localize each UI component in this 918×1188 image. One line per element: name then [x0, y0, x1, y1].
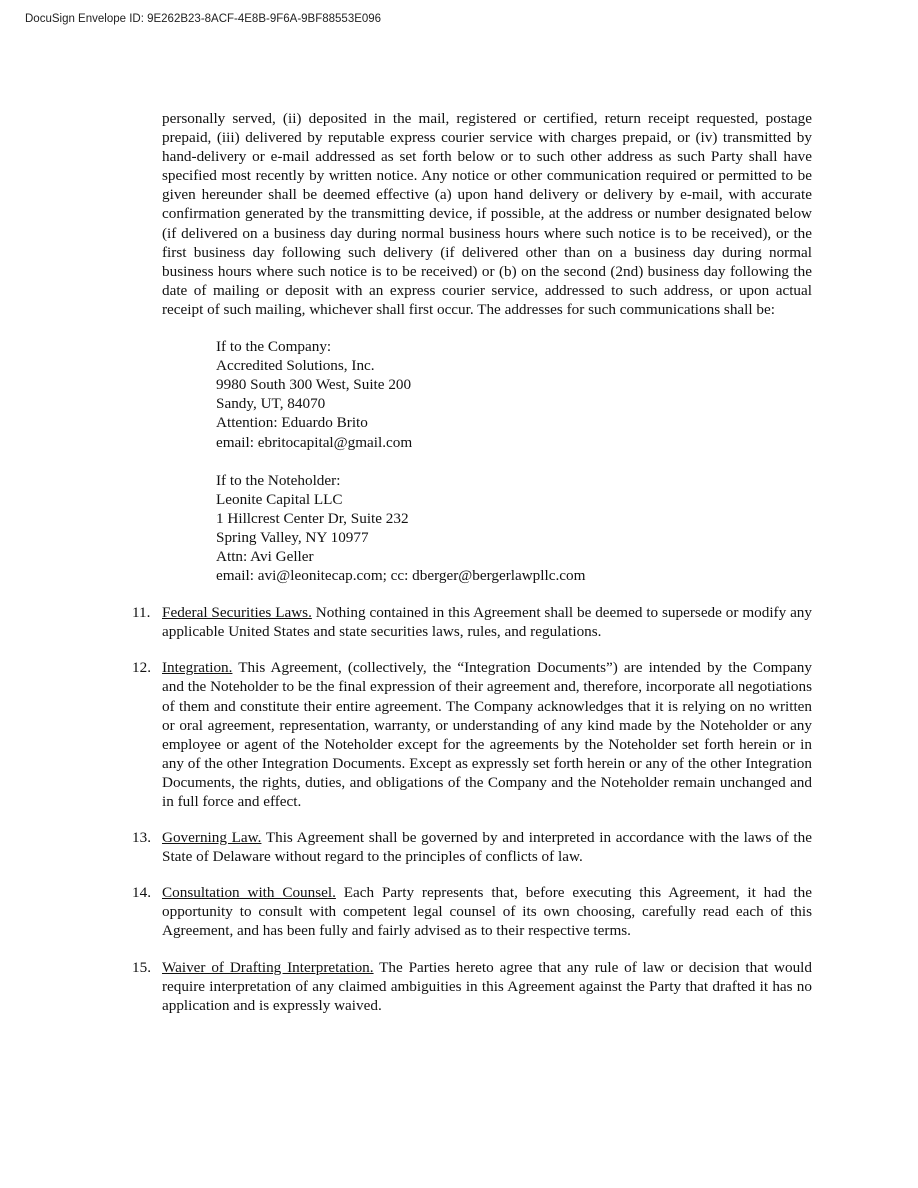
- notice-paragraph: personally served, (ii) deposited in the mail, registered or certified, return receipt requested, postage prepaid, (iii) delivered by reputable express courier service with charges prepaid, or (iv) transmitted by hand-delivery or e-mail addressed as set forth below or to such other address as such Party shall have specified most recently by written notice. Any notice or other communication required or permitted to be given hereunder shall be deemed effective (a) upon hand delivery or delivery by e-mail, with accurate confirmation generated by the transmitting device, if possible, at the address or number designated below (if delivered on a business day during normal business hours where such notice is to be received), or the first business day following such delivery (if delivered other than on a business day during normal business hours where such notice is to be received) or (b) on the second (2nd) business day following the date of mailing or deposit with an express courier service, addressed to such address, or upon actual receipt of such mailing, whichever shall first occur. The addresses for such communications shall be:: [162, 110, 812, 318]
- section-heading: Federal Securities Laws.: [162, 604, 312, 622]
- section-number: 14.: [132, 884, 151, 902]
- section-14: [132, 883, 812, 940]
- noteholder-attention: Attn: Avi Geller: [216, 547, 314, 565]
- section-heading: Waiver of Drafting Interpretation.: [162, 958, 374, 976]
- noteholder-email: email: avi@leonitecap.com; cc: dberger@bergerlawpllc.com: [216, 567, 586, 585]
- company-name: Accredited Solutions, Inc.: [216, 357, 375, 375]
- section-number: 11.: [132, 604, 151, 622]
- section-heading: Integration.: [162, 659, 233, 677]
- document-page: [132, 109, 812, 1015]
- company-address: [216, 337, 812, 452]
- section-15: [132, 958, 812, 1015]
- section-heading: Consultation with Counsel.: [162, 884, 336, 902]
- section-11: [132, 603, 812, 641]
- noteholder-street: 1 Hillcrest Center Dr, Suite 232: [216, 509, 409, 527]
- company-attention: Attention: Eduardo Brito: [216, 414, 368, 432]
- section-heading: Governing Law.: [162, 829, 262, 847]
- section-13: [132, 828, 812, 866]
- noteholder-city: Spring Valley, NY 10977: [216, 528, 369, 546]
- company-street: 9980 South 300 West, Suite 200: [216, 376, 412, 394]
- section-body: The Parties hereto agree that any rule of law or decision that would require interpretation of any claimed ambiguities in this Agreement against the Party that drafted it has no application and is expressly waived.: [162, 958, 812, 1014]
- section-12: [132, 658, 812, 811]
- company-city: Sandy, UT, 84070: [216, 395, 326, 413]
- noteholder-address-label: If to the Noteholder:: [216, 471, 341, 489]
- section-number: 15.: [132, 958, 151, 976]
- address-list: [216, 337, 812, 585]
- noteholder-name: Leonite Capital LLC: [216, 490, 343, 508]
- envelope-id: DocuSign Envelope ID: 9E262B23-8ACF-4E8B-9F6A-9BF88553E096: [25, 13, 382, 25]
- section-body: This Agreement shall be governed by and interpreted in accordance with the laws of the State of Delaware without regard to the principles of conflicts of law.: [162, 829, 812, 866]
- company-address-label: If to the Company:: [216, 338, 332, 356]
- company-email: email: ebritocapital@gmail.com: [216, 433, 413, 451]
- noteholder-address: [216, 471, 812, 586]
- section-number: 13.: [132, 829, 151, 847]
- section-number: 12.: [132, 659, 151, 677]
- section-body: Each Party represents that, before executing this Agreement, it had the opportunity to consult with competent legal counsel of its own choosing, carefully read each of this Agreement, and has been fully and fairly advised as to their respective terms.: [162, 884, 812, 940]
- section-body: Nothing contained in this Agreement shall be deemed to supersede or modify any applicable United States and state securities laws, rules, and regulations.: [162, 604, 812, 641]
- section-body: This Agreement, (collectively, the “Integration Documents”) are intended by the Company and the Noteholder to be the final expression of their agreement and, therefore, incorporate all negotiations of them and constitute their entire agreement. The Company acknowledges that it is relying on no written or oral agreement, representation, warranty, or understanding of any kind made by the Noteholder or any employee or agent of the Noteholder except for the agreements by the Noteholder set forth herein or in any of the other Integration Documents. Except as expressly set forth herein or any of the other Integration Documents, the rights, duties, and obligations of the Company and the Noteholder remain unchanged and in full force and effect.: [162, 659, 812, 810]
